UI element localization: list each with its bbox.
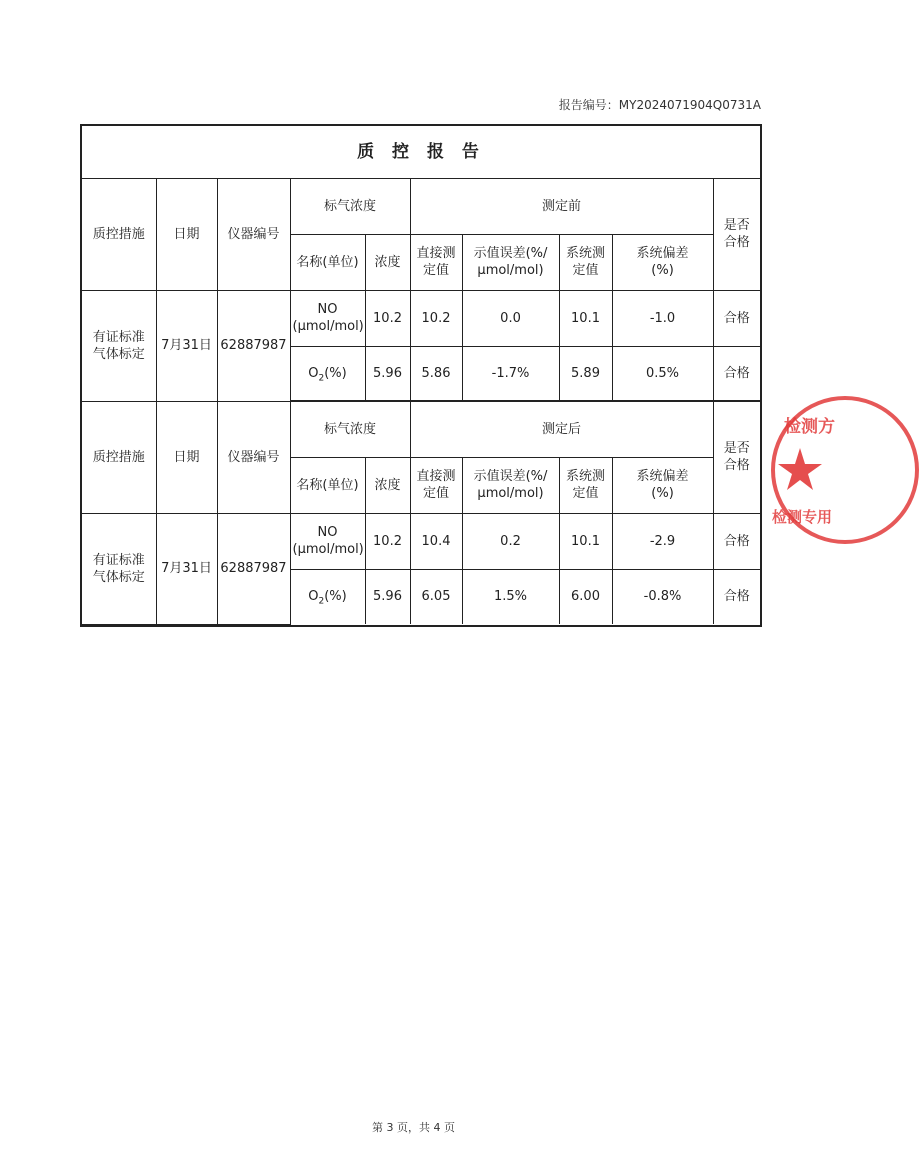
header-system-bias: 系统偏差(%) [612,234,713,290]
seal-text-bottom: 检测专用 [772,508,833,526]
system-value-cell: 5.89 [559,346,612,401]
header-date: 日期 [156,402,217,513]
pass-cell: 合格 [713,290,760,346]
system-value-cell: 10.1 [559,513,612,569]
indication-error-cell: 0.0 [462,290,559,346]
header-name-unit: 名称(单位) [290,234,365,290]
header-indication-error: 示值误差(%/μmol/mol) [462,457,559,513]
seal-star-icon [778,448,822,490]
date-cell: 7月31日 [156,513,217,624]
qc-table-after [82,402,760,625]
table-row [82,513,760,569]
header-measure: 质控措施 [82,179,156,290]
system-bias-cell: -0.8% [612,569,713,624]
measure-cell: 有证标准气体标定 [82,513,156,624]
instrument-no-cell: 62887987 [217,513,290,624]
header-measure: 质控措施 [82,402,156,513]
header-indication-error: 示值误差(%/μmol/mol) [462,234,559,290]
header-direct-value: 直接测定值 [410,234,462,290]
conc-cell: 5.96 [365,346,410,401]
page-footer: 第 3 页，共 4 页 [372,1121,455,1134]
report-title: 质 控 报 告 [82,126,760,179]
header-system-value: 系统测定值 [559,234,612,290]
gas-name-cell: NO (μmol/mol) [290,513,365,569]
header-pass: 是否合格 [713,179,760,290]
system-value-cell: 6.00 [559,569,612,624]
conc-cell: 10.2 [365,290,410,346]
header-direct-value: 直接测定值 [410,457,462,513]
gas-name-cell: $O_2(\%)$ [290,569,365,624]
system-bias-cell: 0.5% [612,346,713,401]
seal-text-top: 检测方 [784,417,835,437]
system-bias-cell: -2.9 [612,513,713,569]
measure-cell: 有证标准气体标定 [82,290,156,401]
header-name-unit: 名称(单位) [290,457,365,513]
conc-cell: 10.2 [365,513,410,569]
header-std-gas-conc: 标气浓度 [290,179,410,234]
pass-cell: 合格 [713,513,760,569]
indication-error-cell: 1.5% [462,569,559,624]
gas-name-cell: $O_2(\%)$ [290,346,365,401]
header-std-gas-conc: 标气浓度 [290,402,410,457]
gas-name-cell: NO (μmol/mol) [290,290,365,346]
direct-value-cell: 6.05 [410,569,462,624]
conc-cell: 5.96 [365,569,410,624]
header-pass: 是否合格 [713,402,760,513]
header-instrument-no: 仪器编号 [217,179,290,290]
table-row [82,290,760,346]
system-value-cell: 10.1 [559,290,612,346]
header-instrument-no: 仪器编号 [217,402,290,513]
header-phase: 测定前 [410,179,713,234]
header-conc: 浓度 [365,234,410,290]
direct-value-cell: 5.86 [410,346,462,401]
system-bias-cell: -1.0 [612,290,713,346]
instrument-no-cell: 62887987 [217,290,290,401]
date-cell: 7月31日 [156,290,217,401]
pass-cell: 合格 [713,346,760,401]
header-conc: 浓度 [365,457,410,513]
header-date: 日期 [156,179,217,290]
direct-value-cell: 10.2 [410,290,462,346]
direct-value-cell: 10.4 [410,513,462,569]
header-system-value: 系统测定值 [559,457,612,513]
header-system-bias: 系统偏差(%) [612,457,713,513]
pass-cell: 合格 [713,569,760,624]
quality-control-report [80,124,762,627]
indication-error-cell: -1.7% [462,346,559,401]
qc-table-before [82,179,760,402]
header-phase: 测定后 [410,402,713,457]
indication-error-cell: 0.2 [462,513,559,569]
report-number: 报告编号：MY2024071904Q0731A [558,98,761,112]
official-seal-stamp [770,390,920,550]
